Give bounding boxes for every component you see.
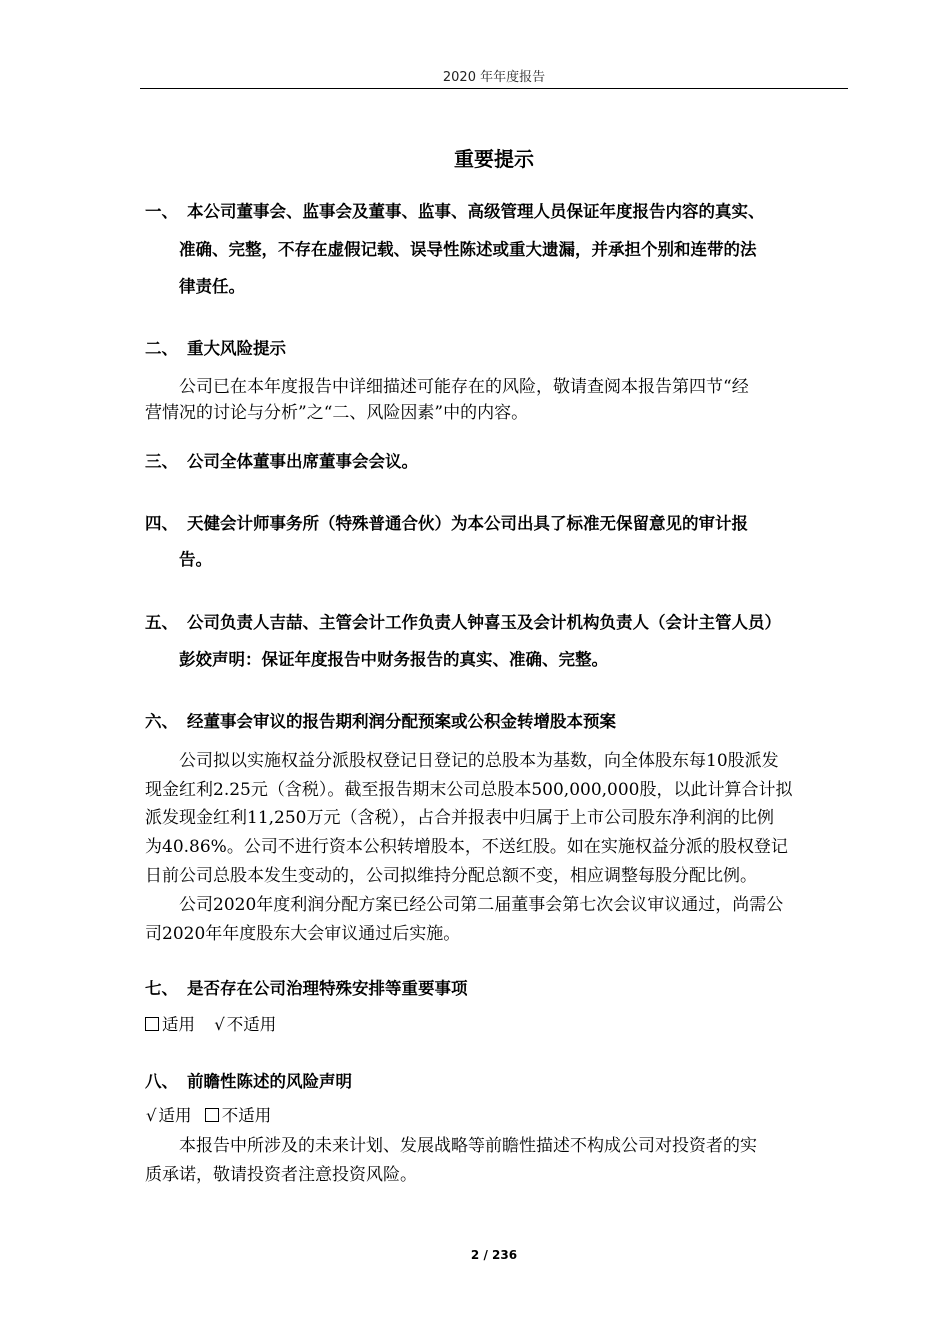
option-applicable-label: 适用 bbox=[158, 1106, 192, 1125]
section-heading-text: 经董事会审议的报告期利润分配预案或公积金转增股本预案 bbox=[187, 712, 616, 731]
option-not-applicable-label: 不适用 bbox=[221, 1106, 272, 1125]
section-8-options bbox=[146, 1102, 271, 1126]
section-heading-text: 公司负责人吉喆、主管会计工作负责人钟喜玉及会计机构负责人（会计主管人员） bbox=[187, 613, 781, 632]
section-heading-text: 公司全体董事出席董事会会议。 bbox=[187, 452, 418, 471]
section-number: 一、 bbox=[145, 202, 178, 221]
option-not-applicable-label: 不适用 bbox=[226, 1015, 277, 1034]
checkbox-empty-icon bbox=[145, 1017, 159, 1031]
checkbox-empty-icon bbox=[205, 1108, 219, 1122]
section-1-line-2: 准确、完整，不存在虚假记载、误导性陈述或重大遗漏，并承担个别和连带的法 bbox=[179, 240, 757, 259]
page-title: 重要提示 bbox=[454, 147, 534, 171]
section-number: 四、 bbox=[145, 514, 178, 533]
section-1-line-3: 律责任。 bbox=[179, 277, 245, 296]
section-8-body-line-2: 质承诺，敬请投资者注意投资风险。 bbox=[145, 1165, 417, 1185]
section-5-line-2: 彭姣声明：保证年度报告中财务报告的真实、准确、完整。 bbox=[179, 650, 608, 669]
section-number: 三、 bbox=[145, 452, 178, 471]
page-header: 2020 年年度报告 bbox=[442, 70, 546, 85]
section-heading-text: 重大风险提示 bbox=[187, 339, 286, 358]
section-number: 六、 bbox=[145, 712, 178, 731]
section-heading-text: 前瞻性陈述的风险声明 bbox=[187, 1072, 352, 1091]
section-6-body-line-2: 现金红利2.25元（含税）。截至报告期末公司总股本500,000,000股，以此计算合计拟 bbox=[145, 780, 793, 800]
section-2-body-line-1: 公司已在本年度报告中详细描述可能存在的风险，敬请查阅本报告第四节“经 bbox=[179, 377, 749, 397]
section-6-body-line-1: 公司拟以实施权益分派股权登记日登记的总股本为基数，向全体股东每10股派发 bbox=[179, 751, 779, 771]
section-6-body-line-7: 司2020年年度股东大会审议通过后实施。 bbox=[145, 924, 461, 944]
section-6-body-line-5: 日前公司总股本发生变动的，公司拟维持分配总额不变，相应调整每股分配比例。 bbox=[145, 866, 757, 886]
checkmark-icon: √ bbox=[146, 1106, 157, 1125]
section-8-body-line-1: 本报告中所涉及的未来计划、发展战略等前瞻性描述不构成公司对投资者的实 bbox=[179, 1136, 757, 1156]
section-number: 二、 bbox=[145, 339, 178, 358]
page-number: 2 / 236 bbox=[470, 1248, 518, 1262]
section-heading-text: 是否存在公司治理特殊安排等重要事项 bbox=[187, 979, 468, 998]
section-number: 八、 bbox=[145, 1072, 178, 1091]
section-6-body-line-6: 公司2020年度利润分配方案已经公司第二届董事会第七次会议审议通过，尚需公 bbox=[179, 895, 784, 915]
section-heading-text: 天健会计师事务所（特殊普通合伙）为本公司出具了标准无保留意见的审计报 bbox=[187, 514, 748, 533]
section-number: 五、 bbox=[145, 613, 178, 632]
section-6-body-line-3: 派发现金红利11,250万元（含税），占合并报表中归属于上市公司股东净利润的比例 bbox=[145, 808, 774, 828]
section-heading-text: 本公司董事会、监事会及董事、监事、高级管理人员保证年度报告内容的真实、 bbox=[187, 202, 765, 221]
checkmark-icon: √ bbox=[214, 1015, 225, 1034]
section-7-options bbox=[145, 1011, 276, 1035]
section-4-line-2: 告。 bbox=[179, 550, 212, 569]
header-divider bbox=[140, 88, 848, 89]
section-2-body-line-2: 营情况的讨论与分析”之“二、风险因素”中的内容。 bbox=[145, 403, 529, 423]
section-number: 七、 bbox=[145, 979, 178, 998]
section-6-body-line-4: 为40.86%。公司不进行资本公积转增股本，不送红股。如在实施权益分派的股权登记 bbox=[145, 837, 788, 857]
option-applicable-label: 适用 bbox=[162, 1015, 195, 1034]
